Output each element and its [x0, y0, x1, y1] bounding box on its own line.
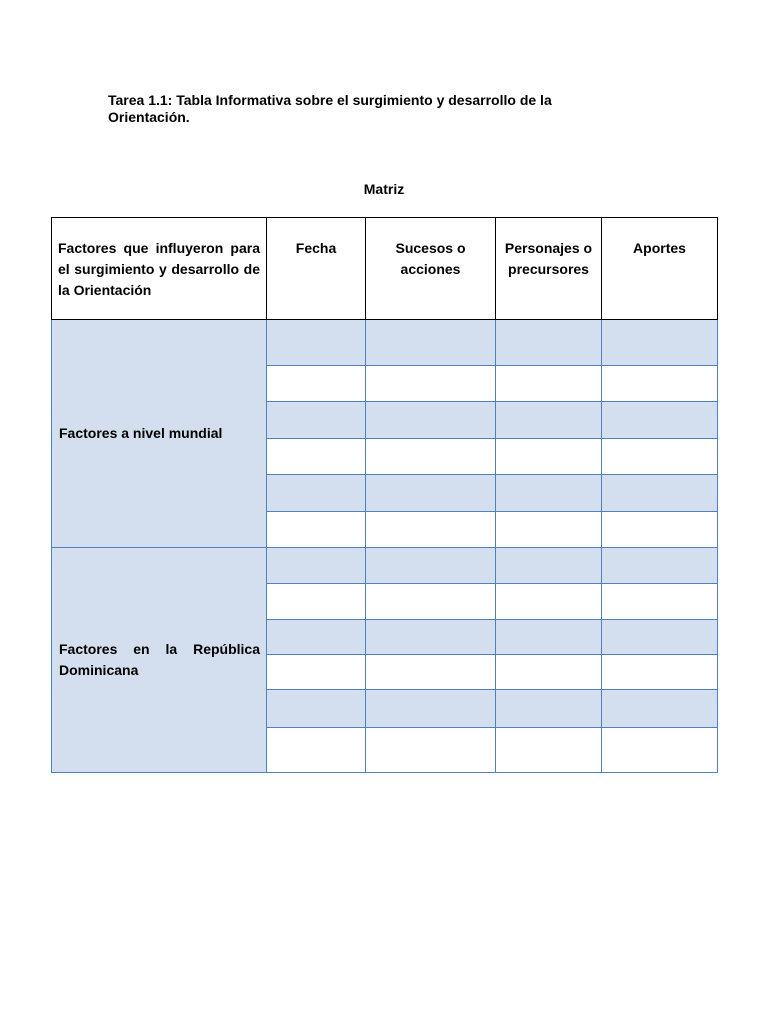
aportes-cell[interactable]: [602, 584, 718, 620]
aportes-cell[interactable]: [602, 475, 718, 512]
header-sucesos: Sucesos o acciones: [366, 218, 496, 320]
sucesos-cell[interactable]: [366, 320, 496, 366]
group-label-republica-dominicana: Factores en la República Dominicana: [52, 548, 267, 773]
sucesos-cell[interactable]: [366, 690, 496, 728]
sucesos-cell[interactable]: [366, 475, 496, 512]
sucesos-cell[interactable]: [366, 512, 496, 548]
fecha-cell[interactable]: [267, 475, 366, 512]
sucesos-cell[interactable]: [366, 548, 496, 584]
header-aportes: Aportes: [602, 218, 718, 320]
sucesos-cell[interactable]: [366, 439, 496, 475]
fecha-cell[interactable]: [267, 439, 366, 475]
table-row: [52, 320, 718, 366]
table-row: [52, 548, 718, 584]
matrix-subtitle: Matriz: [363, 181, 405, 197]
header-fecha: Fecha: [267, 218, 366, 320]
sucesos-cell[interactable]: [366, 584, 496, 620]
fecha-cell[interactable]: [267, 690, 366, 728]
aportes-cell[interactable]: [602, 320, 718, 366]
aportes-cell[interactable]: [602, 620, 718, 655]
fecha-cell[interactable]: [267, 620, 366, 655]
sucesos-cell[interactable]: [366, 620, 496, 655]
personajes-cell[interactable]: [496, 439, 602, 475]
header-row: [52, 218, 718, 320]
personajes-cell[interactable]: [496, 690, 602, 728]
fecha-cell[interactable]: [267, 402, 366, 439]
group-label-mundial: Factores a nivel mundial: [52, 320, 267, 548]
aportes-cell[interactable]: [602, 439, 718, 475]
aportes-cell[interactable]: [602, 728, 718, 773]
aportes-cell[interactable]: [602, 548, 718, 584]
header-personajes: Personajes o precursores: [496, 218, 602, 320]
personajes-cell[interactable]: [496, 320, 602, 366]
aportes-cell[interactable]: [602, 366, 718, 402]
personajes-cell[interactable]: [496, 584, 602, 620]
fecha-cell[interactable]: [267, 584, 366, 620]
personajes-cell[interactable]: [496, 548, 602, 584]
header-factores: Factores que influyeron para el surgimiento y desarrollo de la Orientación: [52, 218, 267, 320]
aportes-cell[interactable]: [602, 690, 718, 728]
fecha-cell[interactable]: [267, 320, 366, 366]
personajes-cell[interactable]: [496, 512, 602, 548]
sucesos-cell[interactable]: [366, 366, 496, 402]
fecha-cell[interactable]: [267, 512, 366, 548]
aportes-cell[interactable]: [602, 655, 718, 690]
aportes-cell[interactable]: [602, 402, 718, 439]
personajes-cell[interactable]: [496, 655, 602, 690]
sucesos-cell[interactable]: [366, 655, 496, 690]
aportes-cell[interactable]: [602, 512, 718, 548]
personajes-cell[interactable]: [496, 366, 602, 402]
fecha-cell[interactable]: [267, 728, 366, 773]
personajes-cell[interactable]: [496, 620, 602, 655]
document-title: Tarea 1.1: Tabla Informativa sobre el surgimiento y desarrollo de la Orientación.: [108, 92, 552, 125]
personajes-cell[interactable]: [496, 475, 602, 512]
fecha-cell[interactable]: [267, 548, 366, 584]
sucesos-cell[interactable]: [366, 728, 496, 773]
matrix-table: [51, 217, 718, 773]
personajes-cell[interactable]: [496, 402, 602, 439]
sucesos-cell[interactable]: [366, 402, 496, 439]
personajes-cell[interactable]: [496, 728, 602, 773]
fecha-cell[interactable]: [267, 655, 366, 690]
fecha-cell[interactable]: [267, 366, 366, 402]
